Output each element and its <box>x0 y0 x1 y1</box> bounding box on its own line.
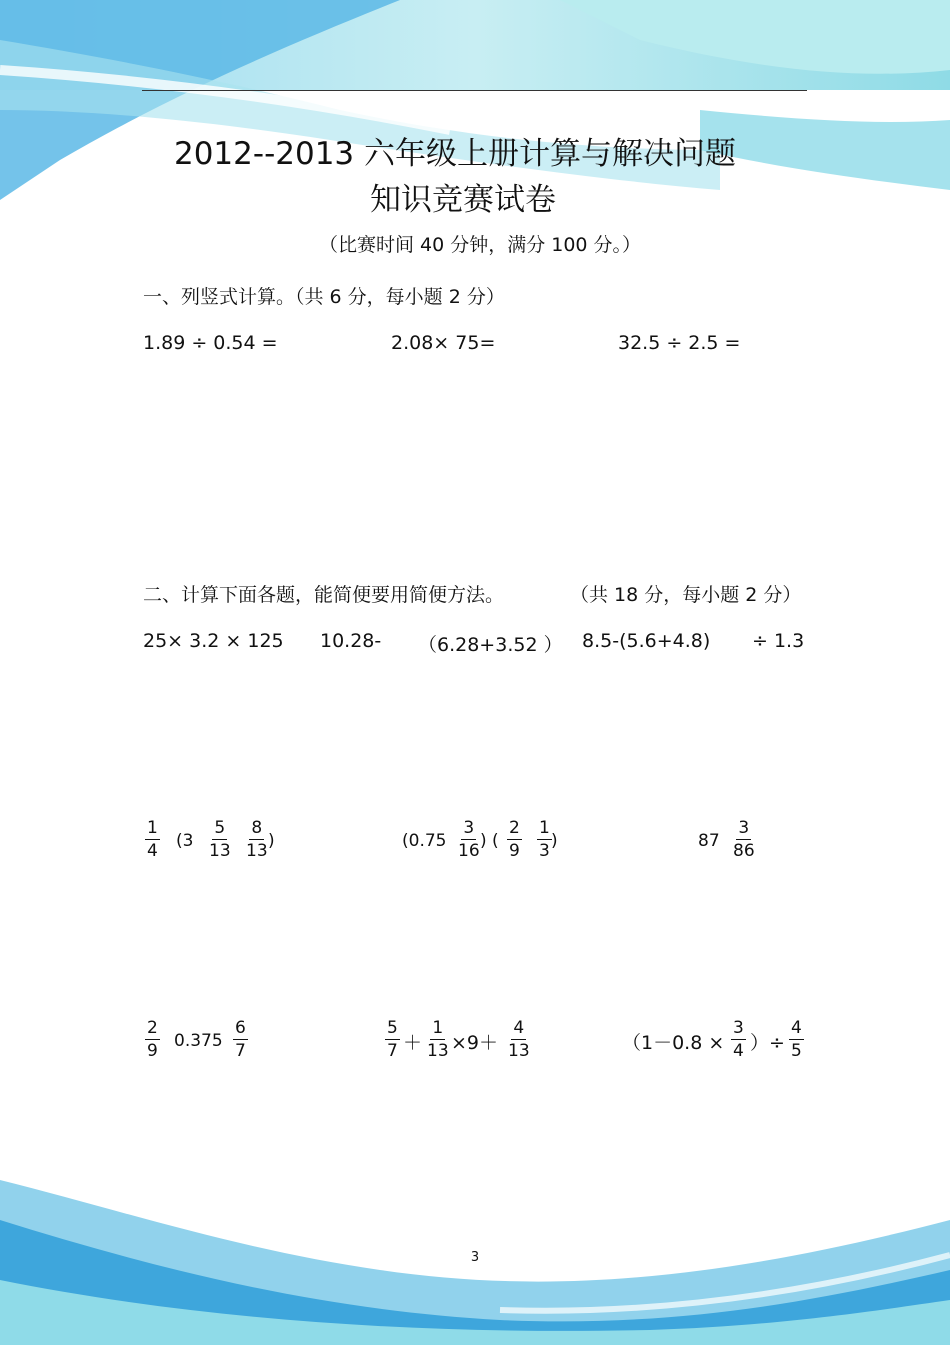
fraction: $\frac{8}{13}$ <box>246 818 268 861</box>
header-rule <box>142 90 807 91</box>
page-number: 3 <box>470 1250 480 1265</box>
expr-text: (3 <box>176 831 194 851</box>
expr-text: ＋ <box>403 1032 423 1054</box>
problem-2-2b: （6.28+3.52 ） <box>418 634 563 656</box>
section2-heading: 二、计算下面各题，能简便要用简便方法。 <box>143 584 505 606</box>
page-title: 2012--2013 六年级上册计算与解决问题 <box>173 136 736 172</box>
fraction: $\frac{3}{86}$ <box>733 818 755 861</box>
problem-2-1: 25× 3.2 × 125 <box>143 630 284 652</box>
fraction: $\frac{5}{7}$ <box>387 1018 398 1061</box>
problem-2-3b: ÷ 1.3 <box>752 630 805 652</box>
problem-2-2a: 10.28- <box>320 630 382 652</box>
fraction: $\frac{2}{9}$ <box>509 818 520 861</box>
fraction: $\frac{6}{7}$ <box>235 1018 246 1061</box>
page-title-line2: 知识竞赛试卷 <box>370 182 556 218</box>
fraction: $\frac{2}{9}$ <box>147 1018 158 1061</box>
problem-2-3a: 8.5-(5.6+4.8) <box>582 630 711 652</box>
problem-1-3: 32.5 ÷ 2.5 = <box>618 332 741 354</box>
fraction: $\frac{3}{16}$ <box>458 818 480 861</box>
expr-text: （1－0.8 × <box>622 1032 725 1054</box>
fraction: $\frac{1}{3}$ <box>539 818 550 861</box>
expr-text: (0.75 <box>402 831 447 851</box>
section2-points: （共 18 分，每小题 2 分） <box>570 584 802 606</box>
fraction: $\frac{1}{13}$ <box>427 1018 449 1061</box>
fraction: $\frac{4}{13}$ <box>508 1018 530 1061</box>
problem-1-1: 1.89 ÷ 0.54 = <box>143 332 278 354</box>
expr-text: 0.375 <box>174 1031 223 1051</box>
expr-text: ×9＋ <box>451 1032 499 1054</box>
expr-text: ) <box>551 831 558 851</box>
problem-1-2: 2.08× 75= <box>391 332 496 354</box>
exam-info: （比赛时间 40 分钟，满分 100 分。） <box>318 234 642 256</box>
section1-heading: 一、列竖式计算。（共 6 分，每小题 2 分） <box>143 286 505 308</box>
fraction: $\frac{1}{4}$ <box>147 818 158 861</box>
expr-text: 87 <box>698 831 720 851</box>
fraction: $\frac{3}{4}$ <box>733 1018 744 1061</box>
expr-text: ）÷ <box>750 1032 785 1054</box>
expr-text: ) ( <box>480 831 499 851</box>
expr-text: ) <box>268 831 275 851</box>
fraction: $\frac{5}{13}$ <box>209 818 231 861</box>
fraction: $\frac{4}{5}$ <box>791 1018 802 1061</box>
